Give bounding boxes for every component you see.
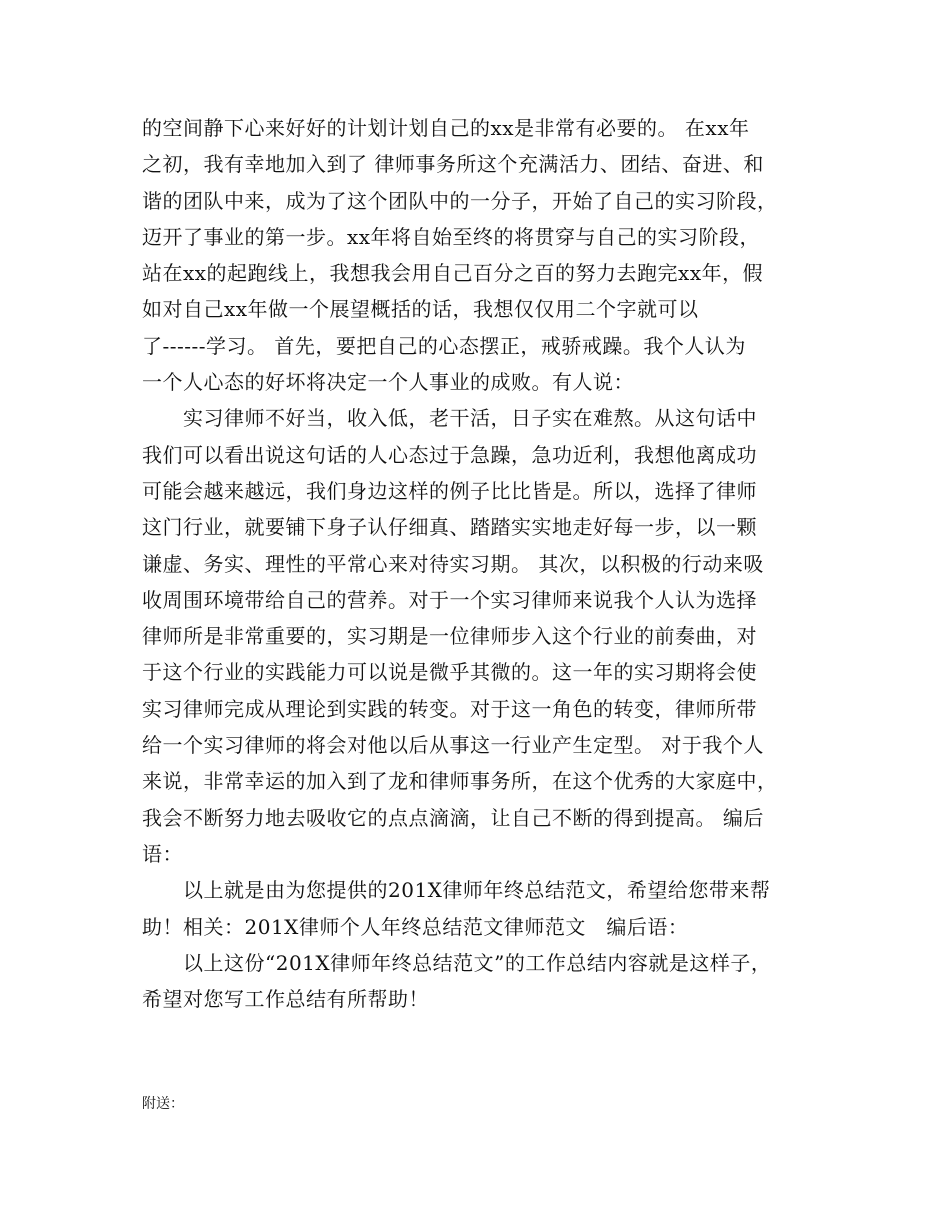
text-line: 以上就是由为您提供的201X律师年终总结范文，希望给您带来帮 [142, 878, 771, 903]
text-line: 迈开了事业的第一步。xx年将自始至终的将贯穿与自己的实习阶段， [142, 224, 761, 249]
text-line: 实习律师完成从理论到实践的转变。对于这一角色的转变，律师所带 [142, 696, 757, 721]
text-line: 律师所是非常重要的，实习期是一位律师步入这个行业的前奏曲，对 [142, 624, 757, 649]
text-line: 希望对您写工作总结有所帮助！ [142, 987, 429, 1012]
text-line: 给一个实习律师的将会对他以后从事这一行业产生定型。 对于我个人 [142, 733, 764, 758]
text-line: 语： [142, 841, 183, 866]
text-line: 来说，非常幸运的加入到了龙和律师事务所，在这个优秀的大家庭中， [142, 769, 778, 794]
text-line: 之初，我有幸地加入到了 律师事务所这个充满活力、团结、奋进、和 [142, 152, 764, 177]
text-line: 可能会越来越远，我们身边这样的例子比比皆是。所以，选择了律师 [142, 478, 757, 503]
text-line: 收周围环境带给自己的营养。对于一个实习律师来说我个人认为选择 [142, 587, 757, 612]
text-line: 谦虚、务实、理性的平常心来对待实习期。 其次，以积极的行动来吸 [142, 551, 764, 576]
text-line: 这门行业，就要铺下身子认仔细真、踏踏实实地走好每一步，以一颗 [142, 515, 757, 540]
text-line: 我们可以看出说这句话的人心态过于急躁，急功近利，我想他离成功 [142, 442, 757, 467]
text-line: 我会不断努力地去吸收它的点点滴滴，让自己不断的得到提高。 编后 [142, 805, 764, 830]
text-line: 的空间静下心来好好的计划计划自己的xx是非常有必要的。 在xx年 [142, 116, 750, 140]
text-line: 实习律师不好当，收入低，老干活，日子实在难熬。从这句话中 [142, 406, 757, 431]
text-line: 以上这份“201X律师年终总结范文”的工作总结内容就是这样子， [142, 950, 772, 975]
text-line: 如对自己xx年做一个展望概括的话，我想仅仅用二个字就可以 [142, 297, 699, 322]
text-line: 助！相关：201X律师个人年终总结范文律师范文 编后语： [142, 914, 689, 939]
text-line: 一个人心态的好坏将决定一个人事业的成败。有人说： [142, 370, 634, 395]
text-line: 了------学习。 首先，要把自己的心态摆正，戒骄戒躁。我个人认为 [142, 333, 746, 358]
text-line: 于这个行业的实践能力可以说是微乎其微的。这一年的实习期将会使 [142, 660, 757, 685]
text-line: 谐的团队中来，成为了这个团队中的一分子，开始了自己的实习阶段， [142, 188, 778, 213]
document-body [142, 110, 822, 1017]
text-line: 站在xx的起跑线上，我想我会用自己百分之百的努力去跑完xx年，假 [142, 261, 764, 286]
footer-label: 附送： [142, 1096, 184, 1112]
